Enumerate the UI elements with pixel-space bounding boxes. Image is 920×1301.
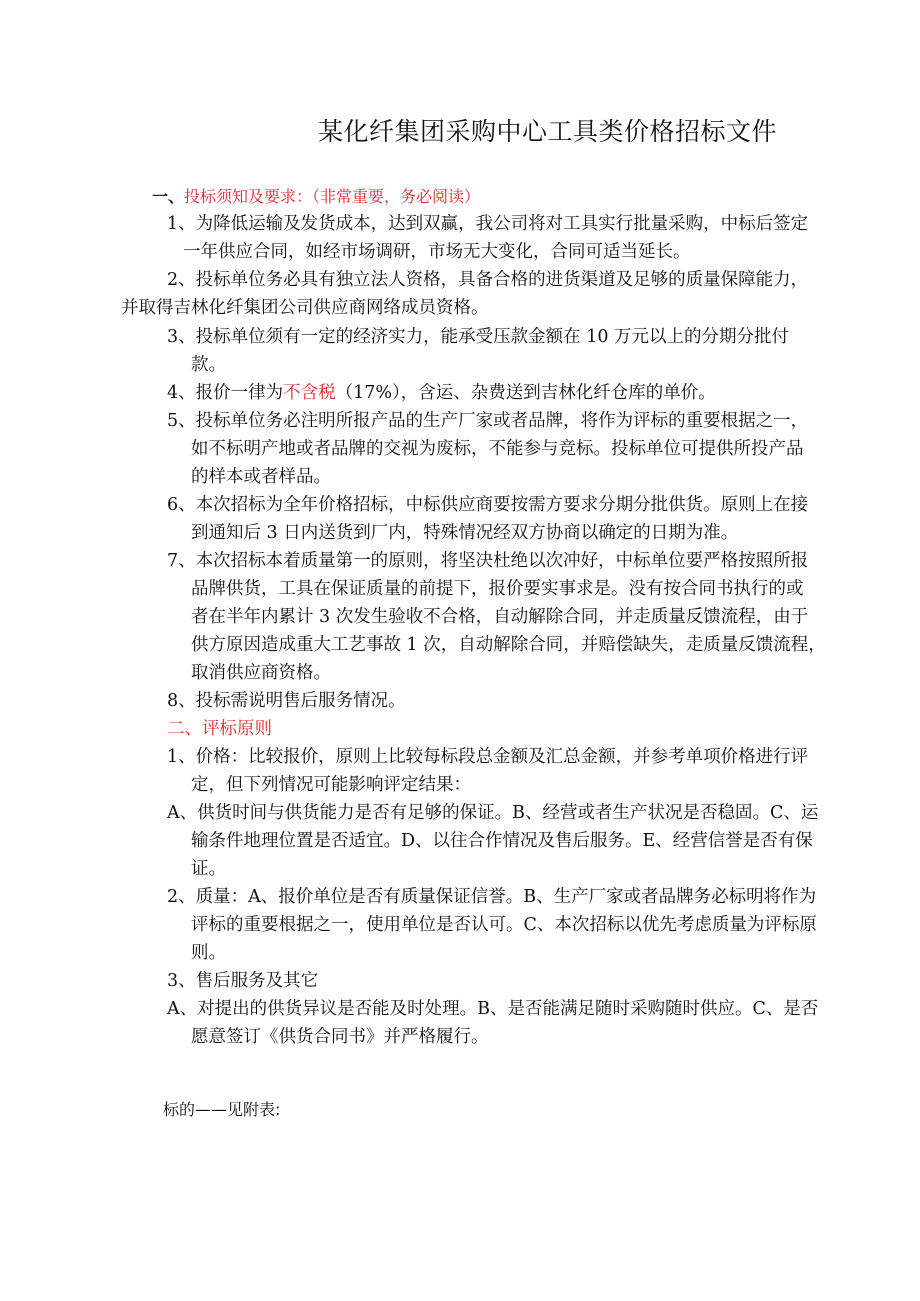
item-4-line-1	[167, 385, 716, 403]
criterion-2-line-3: 则。	[191, 943, 226, 963]
item-4-prefix: 4、报价一律为	[167, 383, 284, 403]
criterion-1a-line-2: 输条件地理位置是否适宜。D、以往合作情况及售后服务。E、经营信誉是否有保	[191, 831, 813, 851]
section-heading-1	[152, 184, 480, 207]
item-6-line-2: 到通知后 3 日内送货到厂内，特殊情况经双方协商以确定的日期为准。	[191, 523, 739, 543]
criterion-1-line-1: 1、价格：比较报价，原则上比较每标段总金额及汇总金额，并参考单项价格进行评	[167, 747, 809, 767]
criterion-1-line-2: 定，但下列情况可能影响评定结果：	[191, 775, 471, 795]
section-1-title: 投标须知及要求：（非常重要，务必阅读）	[184, 187, 481, 206]
criterion-3a-line-1: A、对提出的供货异议是否能及时处理。B、是否能满足随时采购随时供应。C、是否	[167, 999, 819, 1019]
item-3-line-2: 款。	[191, 355, 226, 375]
criterion-1a-line-3: 证。	[191, 859, 226, 879]
criterion-2-line-1: 2、质量：A、报价单位是否有质量保证信誉。B、生产厂家或者品牌务必标明将作为	[167, 887, 817, 907]
item-7-line-5: 取消供应商资格。	[191, 663, 331, 683]
criterion-1a-line-1: A、供货时间与供货能力是否有足够的保证。B、经营或者生产状况是否稳固。C、运	[167, 803, 819, 823]
item-2-line-2: 并取得吉林化纤集团公司供应商网络成员资格。	[121, 298, 489, 318]
item-3-line-1: 3、投标单位须有一定的经济实力，能承受压款金额在 10 万元以上的分期分批付	[167, 327, 790, 347]
item-2-line-1: 2、投标单位务必具有独立法人资格，具备合格的进货渠道及足够的质量保障能力，	[167, 270, 809, 290]
section-heading-2: 二、评标原则	[167, 719, 272, 739]
document-title: 某化纤集团采购中心工具类价格招标文件	[318, 117, 778, 146]
item-7-line-3: 者在半年内累计 3 次发生验收不合格，自动解除合同，并走质量反馈流程，由于	[191, 607, 809, 627]
item-7-line-4: 供方原因造成重大工艺事故 1 次，自动解除合同，并赔偿缺失，走质量反馈流程，	[191, 635, 826, 655]
criterion-3a-line-2: 愿意签订《供货合同书》并严格履行。	[191, 1027, 489, 1047]
criterion-2-line-2: 评标的重要根据之一，使用单位是否认可。C、本次招标以优先考虑质量为评标原	[191, 915, 817, 935]
item-5-line-3: 的样本或者样品。	[191, 467, 331, 487]
item-7-line-2: 品牌供货，工具在保证质量的前提下，报价要实事求是。没有按合同书执行的或	[191, 579, 804, 599]
attachment-note: 标的——见附表:	[163, 1100, 281, 1119]
tax-exclusive-note: 不含税	[283, 383, 336, 403]
item-6-line-1: 6、本次招标为全年价格招标，中标供应商要按需方要求分期分批供货。原则上在接	[167, 495, 809, 515]
item-8-line-1: 8、投标需说明售后服务情况。	[167, 691, 406, 711]
item-7-line-1: 7、本次招标本着质量第一的原则，将坚决杜绝以次冲好，中标单位要严格按照所报	[167, 551, 809, 571]
section-1-prefix: 一、	[152, 187, 185, 206]
item-1-line-2: 一年供应合同，如经市场调研，市场无大变化，合同可适当延长。	[183, 242, 691, 262]
item-5-line-1: 5、投标单位务必注明所报产品的生产厂家或者品牌，将作为评标的重要根据之一，	[167, 411, 809, 431]
item-4-suffix: （17%），含运、杂费送到吉林化纤仓库的单价。	[335, 383, 716, 403]
criterion-3-line-1: 3、售后服务及其它	[167, 971, 319, 991]
item-1-line-1: 1、为降低运输及发货成本，达到双赢，我公司将对工具实行批量采购，中标后签定	[167, 214, 809, 234]
item-5-line-2: 如不标明产地或者品牌的交视为废标，不能参与竞标。投标单位可提供所投产品	[191, 439, 804, 459]
